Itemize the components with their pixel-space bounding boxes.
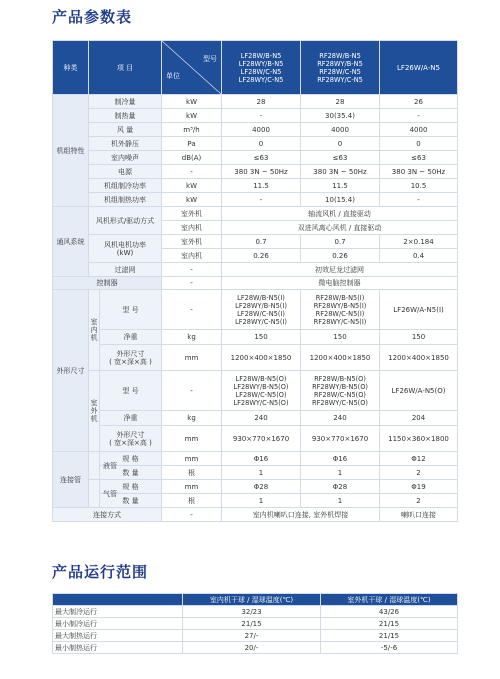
cell: 21/15 bbox=[183, 618, 321, 630]
row-label: 风机形式/驱动方式 bbox=[89, 207, 162, 235]
spec-table bbox=[52, 40, 458, 522]
range-table bbox=[52, 593, 458, 654]
cell: - bbox=[222, 193, 301, 207]
row-unit: 室内机 bbox=[162, 221, 222, 235]
row-unit: kW bbox=[162, 179, 222, 193]
cell: 150 bbox=[301, 330, 380, 345]
cell: 2 bbox=[380, 494, 458, 508]
cell: 10(15.4) bbox=[301, 193, 380, 207]
cell: 0 bbox=[301, 137, 380, 151]
row-unit: 室外机 bbox=[162, 207, 222, 221]
row-unit: 根 bbox=[162, 466, 222, 480]
group-dim: 外形尺寸 bbox=[53, 290, 89, 452]
cell: 28 bbox=[301, 95, 380, 109]
row-unit: kW bbox=[162, 193, 222, 207]
range-row-label: 最小制热运行 bbox=[53, 642, 183, 654]
cell: 室内机喇叭口连接, 室外机焊接 bbox=[222, 508, 380, 522]
row-label: 风机电机功率 (kW) bbox=[89, 235, 162, 263]
row-label: 外形尺寸 ( 宽×深×高 ) bbox=[100, 345, 162, 371]
cell: 轴流风机 / 直接驱动 bbox=[222, 207, 458, 221]
cell: ≤63 bbox=[301, 151, 380, 165]
row-label: 机外静压 bbox=[89, 137, 162, 151]
range-header: 室外机干球 / 湿球温度(℃) bbox=[321, 594, 458, 606]
row-unit: - bbox=[162, 508, 222, 522]
cell: 11.5 bbox=[222, 179, 301, 193]
row-unit: kg bbox=[162, 330, 222, 345]
cell: 0 bbox=[380, 137, 458, 151]
cell: 1200×400×1850 bbox=[222, 345, 301, 371]
cell: 1 bbox=[222, 494, 301, 508]
cell: 26 bbox=[380, 95, 458, 109]
group-fan: 通风系统 bbox=[53, 207, 89, 277]
cell: 0.4 bbox=[380, 249, 458, 263]
cell: 2×0.184 bbox=[380, 235, 458, 249]
cell: 150 bbox=[380, 330, 458, 345]
cell: 1200×400×1850 bbox=[301, 345, 380, 371]
row-label: 电源 bbox=[89, 165, 162, 179]
range-row-label: 最大制热运行 bbox=[53, 630, 183, 642]
range-header bbox=[53, 594, 183, 606]
row-unit: 室内机 bbox=[162, 249, 222, 263]
cell: 21/15 bbox=[321, 630, 458, 642]
cell: Φ16 bbox=[301, 452, 380, 466]
row-unit: mm bbox=[162, 345, 222, 371]
row-label: 连接方式 bbox=[53, 508, 162, 522]
cell: LF28W/B-N5(I) LF28WY/B-N5(I) LF28W/C-N5(I) LF28WY/C-N5(I) bbox=[222, 290, 301, 330]
row-unit: Pa bbox=[162, 137, 222, 151]
row-label: 数 量 bbox=[100, 466, 162, 480]
gas-pipe-label: 气管 bbox=[103, 490, 117, 498]
row-label: 外形尺寸 ( 宽×深×高 ) bbox=[100, 426, 162, 452]
spec-title: 产品参数表 bbox=[52, 8, 133, 26]
row-label: 机组制热功率 bbox=[89, 193, 162, 207]
group-pipe: 连接管 bbox=[53, 452, 89, 508]
row-label: 控制器 bbox=[53, 277, 162, 290]
row-unit: dB(A) bbox=[162, 151, 222, 165]
row-label: 制冷量 bbox=[89, 95, 162, 109]
cell: 20/- bbox=[183, 642, 321, 654]
row-unit: kg bbox=[162, 411, 222, 426]
outdoor-label: 室 外 机 bbox=[89, 371, 100, 452]
cell: 43/26 bbox=[321, 606, 458, 618]
row-unit: kW bbox=[162, 109, 222, 123]
cell: - bbox=[380, 193, 458, 207]
range-row-label: 最大制冷运行 bbox=[53, 606, 183, 618]
row-label: 过滤网 bbox=[89, 263, 162, 277]
row-label: 净重 bbox=[100, 411, 162, 426]
row-unit: kW bbox=[162, 95, 222, 109]
cell: 4000 bbox=[380, 123, 458, 137]
row-label: 风 量 bbox=[89, 123, 162, 137]
header-model-3: LF26W/A-N5 bbox=[380, 41, 458, 95]
cell: 240 bbox=[301, 411, 380, 426]
cell: 微电脑控制器 bbox=[222, 277, 458, 290]
cell: 930×770×1670 bbox=[301, 426, 380, 452]
cell: 初效尼龙过滤网 bbox=[222, 263, 458, 277]
cell: 380 3N ~ 50Hz bbox=[380, 165, 458, 179]
row-unit: mm bbox=[162, 426, 222, 452]
liquid-pipe-label: 液管 bbox=[103, 462, 117, 470]
header-category: 种类 bbox=[53, 41, 89, 95]
cell: 21/15 bbox=[321, 618, 458, 630]
row-unit: mm bbox=[162, 480, 222, 494]
cell: Φ12 bbox=[380, 452, 458, 466]
row-label: 型 号 bbox=[100, 371, 162, 411]
row-label: 数 量 bbox=[100, 494, 162, 508]
group-unit: 机组特性 bbox=[53, 95, 89, 207]
cell: 32/23 bbox=[183, 606, 321, 618]
cell: - bbox=[222, 109, 301, 123]
cell: RF28W/B-N5(I) RF28WY/B-N5(I) RF28W/C-N5(I) RF28WY/C-N5(I) bbox=[301, 290, 380, 330]
cell: Φ16 bbox=[222, 452, 301, 466]
row-unit: - bbox=[162, 290, 222, 330]
cell: 10.5 bbox=[380, 179, 458, 193]
row-label: 机组制冷功率 bbox=[89, 179, 162, 193]
cell: 380 3N ~ 50Hz bbox=[301, 165, 380, 179]
cell: 240 bbox=[222, 411, 301, 426]
cell: 双进风离心风机 / 直接驱动 bbox=[222, 221, 458, 235]
cell: LF28W/B-N5(O) LF28WY/B-N5(O) LF28W/C-N5(O) LF28WY/C-N5(O) bbox=[222, 371, 301, 411]
cell: 0.26 bbox=[222, 249, 301, 263]
cell: Φ28 bbox=[222, 480, 301, 494]
indoor-label: 室 内 机 bbox=[89, 290, 100, 371]
row-unit: 根 bbox=[162, 494, 222, 508]
cell: 150 bbox=[222, 330, 301, 345]
cell: RF28W/B-N5(O) RF28WY/B-N5(O) RF28W/C-N5(O) RF28WY/C-N5(O) bbox=[301, 371, 380, 411]
cell: 4000 bbox=[301, 123, 380, 137]
row-unit: 室外机 bbox=[162, 235, 222, 249]
cell: LF26W/A-N5(O) bbox=[380, 371, 458, 411]
row-unit: mm bbox=[162, 452, 222, 466]
cell: 喇叭口连接 bbox=[380, 508, 458, 522]
row-label: 型 号 bbox=[100, 290, 162, 330]
row-unit: m³/h bbox=[162, 123, 222, 137]
header-model-2: RF28W/B-N5 RF28WY/B-N5 RF28W/C-N5 RF28WY/C-N5 bbox=[301, 41, 380, 95]
cell: 1 bbox=[301, 494, 380, 508]
cell: 27/- bbox=[183, 630, 321, 642]
cell: 0.7 bbox=[301, 235, 380, 249]
row-unit: - bbox=[162, 263, 222, 277]
range-title: 产品运行范围 bbox=[52, 563, 149, 581]
header-model-1: LF28W/B-N5 LF28WY/B-N5 LF28W/C-N5 LF28WY/C-N5 bbox=[222, 41, 301, 95]
cell: ≤63 bbox=[380, 151, 458, 165]
cell: 11.5 bbox=[301, 179, 380, 193]
cell: Φ19 bbox=[380, 480, 458, 494]
row-label: 规 格 bbox=[100, 452, 162, 466]
cell: LF26W/A-N5(I) bbox=[380, 290, 458, 330]
row-unit: - bbox=[162, 165, 222, 179]
cell: 1150×360×1800 bbox=[380, 426, 458, 452]
cell: 1200×400×1850 bbox=[380, 345, 458, 371]
cell: Φ28 bbox=[301, 480, 380, 494]
header-item: 项 目 bbox=[89, 41, 162, 95]
row-label: 规 格 bbox=[100, 480, 162, 494]
cell: 30(35.4) bbox=[301, 109, 380, 123]
cell: ≤63 bbox=[222, 151, 301, 165]
cell: 1 bbox=[222, 466, 301, 480]
cell: 4000 bbox=[222, 123, 301, 137]
row-label: 室内噪声 bbox=[89, 151, 162, 165]
row-label: 净重 bbox=[100, 330, 162, 345]
header-model-unit: 型号 单位 bbox=[162, 41, 222, 95]
cell: - bbox=[380, 109, 458, 123]
cell: 0 bbox=[222, 137, 301, 151]
cell: 2 bbox=[380, 466, 458, 480]
cell: -5/-6 bbox=[321, 642, 458, 654]
range-row-label: 最小制冷运行 bbox=[53, 618, 183, 630]
cell: 0.26 bbox=[301, 249, 380, 263]
cell: 380 3N ~ 50Hz bbox=[222, 165, 301, 179]
row-unit: - bbox=[162, 277, 222, 290]
row-label: 制热量 bbox=[89, 109, 162, 123]
cell: 930×770×1670 bbox=[222, 426, 301, 452]
range-header: 室内机干球 / 湿球温度(℃) bbox=[183, 594, 321, 606]
row-unit: - bbox=[162, 371, 222, 411]
cell: 204 bbox=[380, 411, 458, 426]
cell: 1 bbox=[301, 466, 380, 480]
cell: 0.7 bbox=[222, 235, 301, 249]
cell: 28 bbox=[222, 95, 301, 109]
